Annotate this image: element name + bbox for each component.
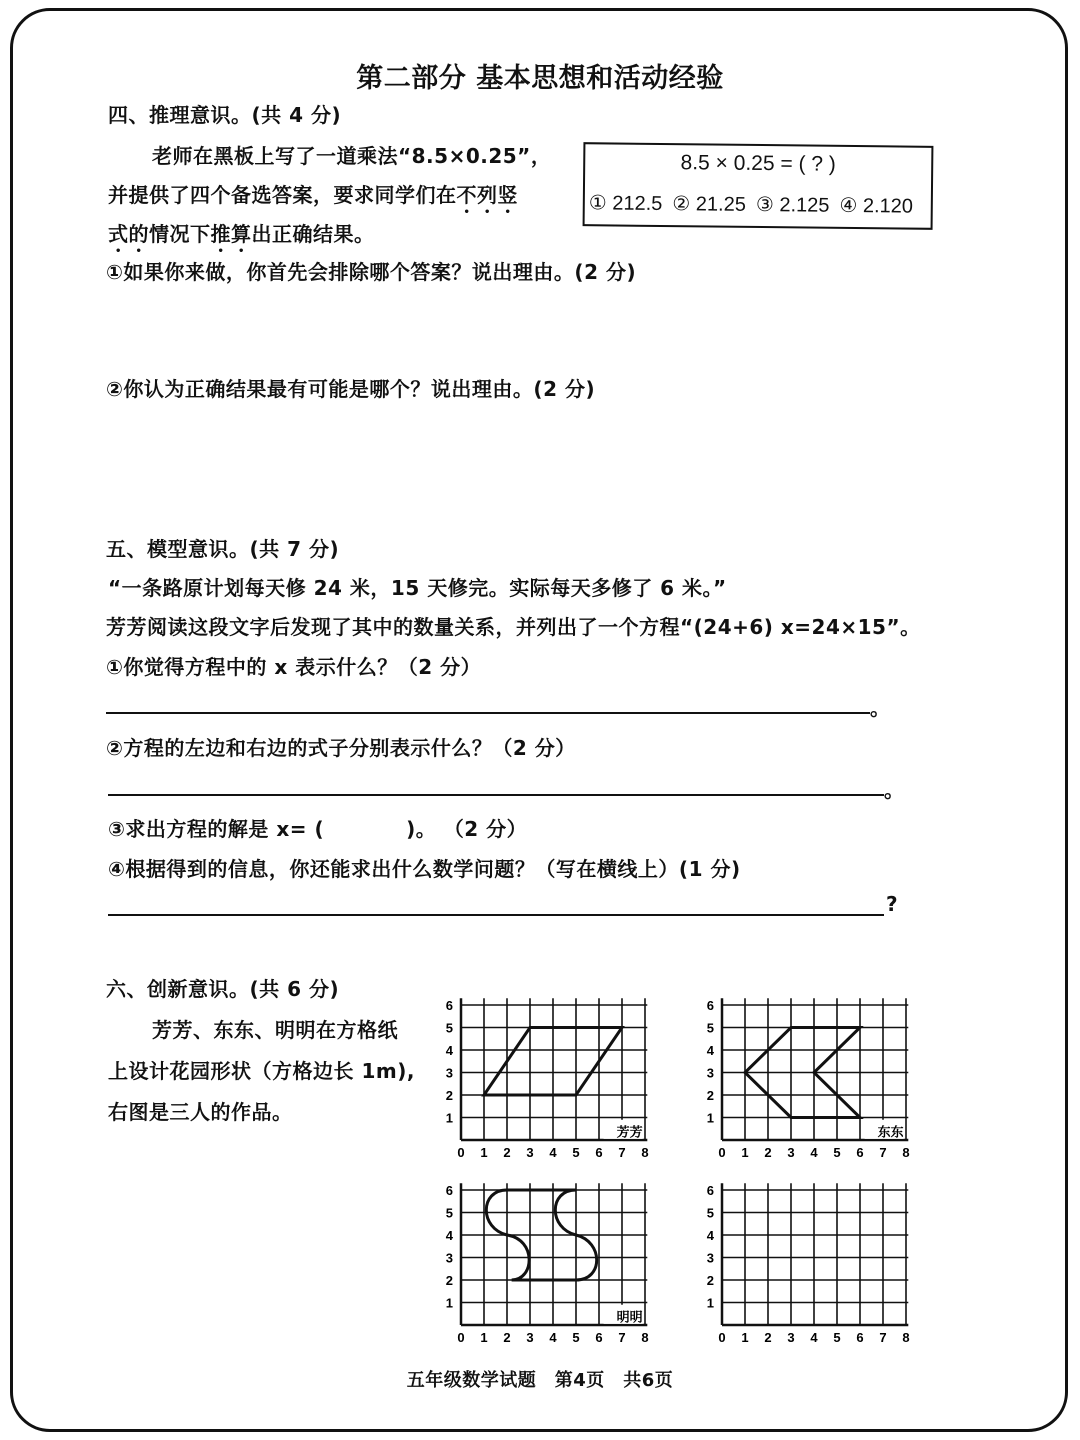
option-2: ② 21.25 (672, 193, 747, 216)
y-tick-label: 1 (706, 1295, 714, 1311)
section5-question-3: ③求出方程的解是 x= ( )。 （2 分） (108, 817, 528, 841)
emphasis-text: 不列竖 (456, 183, 518, 207)
x-tick-label: 8 (641, 1145, 649, 1160)
blackboard-box (583, 142, 934, 230)
section4-para-line2 (108, 179, 518, 218)
y-tick-label: 5 (445, 1205, 453, 1221)
x-tick-label: 4 (549, 1330, 557, 1345)
x-tick-label: 5 (572, 1145, 580, 1160)
x-tick-label: 0 (457, 1145, 465, 1160)
grid-fangfang (440, 990, 670, 1165)
x-tick-label: 5 (572, 1330, 580, 1345)
section5-heading: 五、模型意识。(共 7 分) (106, 537, 340, 561)
section4-para-line3 (108, 218, 375, 257)
y-tick-label: 2 (706, 1273, 714, 1288)
y-tick-label: 4 (706, 1228, 714, 1243)
y-tick-label: 1 (445, 1110, 453, 1126)
x-tick-label: 0 (718, 1145, 726, 1160)
y-tick-label: 5 (706, 1205, 714, 1221)
section4-question-1: ①如果你来做，你首先会排除哪个答案？说出理由。(2 分) (106, 260, 637, 284)
y-tick-label: 1 (706, 1110, 714, 1126)
section4-para-line1: 老师在黑板上写了一道乘法“8.5×0.25”， (152, 144, 552, 168)
y-tick-label: 4 (445, 1043, 453, 1058)
x-tick-label: 7 (879, 1145, 887, 1160)
y-tick-label: 5 (445, 1020, 453, 1036)
x-tick-label: 1 (741, 1330, 749, 1345)
x-tick-label: 6 (595, 1330, 603, 1345)
section5-question-2: ②方程的左边和右边的式子分别表示什么？（2 分） (106, 736, 576, 760)
section6-para-line2: 上设计花园形状（方格边长 1m), (108, 1059, 415, 1083)
x-tick-label: 2 (503, 1330, 511, 1345)
period: 。 (870, 696, 891, 720)
grid-mingming (440, 1175, 670, 1350)
section6-heading: 六、创新意识。(共 6 分) (106, 977, 340, 1001)
x-tick-label: 4 (810, 1330, 818, 1345)
text: 情况下 (149, 222, 211, 246)
option-1: ① 212.5 (588, 192, 663, 215)
grid-blank[interactable] (701, 1175, 931, 1350)
x-tick-label: 3 (787, 1145, 795, 1160)
x-tick-label: 5 (833, 1145, 841, 1160)
page-title: 第二部分 基本思想和活动经验 (356, 63, 724, 94)
text: 出正确结果。 (251, 222, 375, 246)
y-tick-label: 5 (706, 1020, 714, 1036)
section5-question-1: ①你觉得方程中的 x 表示什么？（2 分） (106, 655, 482, 679)
emphasis-text: 推算 (210, 222, 252, 246)
x-tick-label: 1 (741, 1145, 749, 1160)
y-tick-label: 6 (445, 998, 453, 1013)
answer-options (589, 190, 913, 218)
x-tick-label: 8 (641, 1330, 649, 1345)
emphasis-text: 式的 (108, 222, 149, 246)
y-tick-label: 2 (706, 1088, 714, 1103)
y-tick-label: 1 (445, 1295, 453, 1311)
section6-para-line3: 右图是三人的作品。 (108, 1100, 293, 1124)
y-tick-label: 6 (706, 998, 714, 1013)
period: 。 (884, 778, 905, 802)
y-tick-label: 2 (445, 1273, 453, 1288)
x-tick-label: 2 (503, 1145, 511, 1160)
y-tick-label: 4 (706, 1043, 714, 1058)
author-label: 明明 (616, 1309, 643, 1325)
section5-para: 芳芳阅读这段文字后发现了其中的数量关系，并列出了一个方程“(24+6) x=24×15”。 (106, 615, 921, 639)
y-tick-label: 6 (706, 1183, 714, 1198)
x-tick-label: 0 (457, 1330, 465, 1345)
grid-dongdong (701, 990, 931, 1165)
section5-quote: “一条路原计划每天修 24 米，15 天修完。实际每天多修了 6 米。” (108, 576, 727, 600)
x-tick-label: 3 (526, 1145, 534, 1160)
x-tick-label: 5 (833, 1330, 841, 1345)
x-tick-label: 8 (902, 1145, 910, 1160)
answer-line-2[interactable] (108, 794, 884, 796)
y-tick-label: 4 (445, 1228, 453, 1243)
x-tick-label: 6 (595, 1145, 603, 1160)
question-mark: ? (886, 892, 899, 916)
x-tick-label: 4 (810, 1145, 818, 1160)
x-tick-label: 7 (618, 1330, 626, 1345)
answer-line-1[interactable] (106, 712, 870, 714)
author-label: 东东 (877, 1124, 904, 1140)
section5-question-4: ④根据得到的信息，你还能求出什么数学问题？（写在横线上）(1 分) (108, 857, 741, 881)
x-tick-label: 4 (549, 1145, 557, 1160)
y-tick-label: 6 (445, 1183, 453, 1198)
y-tick-label: 3 (706, 1065, 714, 1081)
x-tick-label: 8 (902, 1330, 910, 1345)
x-tick-label: 3 (787, 1330, 795, 1345)
y-tick-label: 3 (445, 1250, 453, 1266)
x-tick-label: 2 (764, 1145, 772, 1160)
x-tick-label: 7 (618, 1145, 626, 1160)
x-tick-label: 1 (480, 1145, 488, 1160)
x-tick-label: 6 (856, 1330, 864, 1345)
x-tick-label: 7 (879, 1330, 887, 1345)
box-equation: 8.5 × 0.25 = ( ? ) (680, 151, 836, 176)
answer-line-4[interactable] (108, 914, 884, 916)
y-tick-label: 3 (445, 1065, 453, 1081)
x-tick-label: 3 (526, 1330, 534, 1345)
section6-para-line1: 芳芳、东东、明明在方格纸 (152, 1018, 398, 1042)
section4-question-2: ②你认为正确结果最有可能是哪个？说出理由。(2 分) (106, 377, 596, 401)
text: 并提供了四个备选答案，要求同学们在 (108, 183, 457, 207)
x-tick-label: 6 (856, 1145, 864, 1160)
y-tick-label: 3 (706, 1250, 714, 1266)
y-tick-label: 2 (445, 1088, 453, 1103)
author-label: 芳芳 (616, 1124, 643, 1140)
option-3: ③ 2.125 (755, 193, 830, 217)
x-tick-label: 2 (764, 1330, 772, 1345)
page-footer: 五年级数学试题 第4页 共6页 (406, 1370, 674, 1391)
option-4: ④ 2.120 (839, 194, 914, 218)
x-tick-label: 0 (718, 1330, 726, 1345)
x-tick-label: 1 (480, 1330, 488, 1345)
section4-heading: 四、推理意识。(共 4 分) (108, 103, 342, 127)
